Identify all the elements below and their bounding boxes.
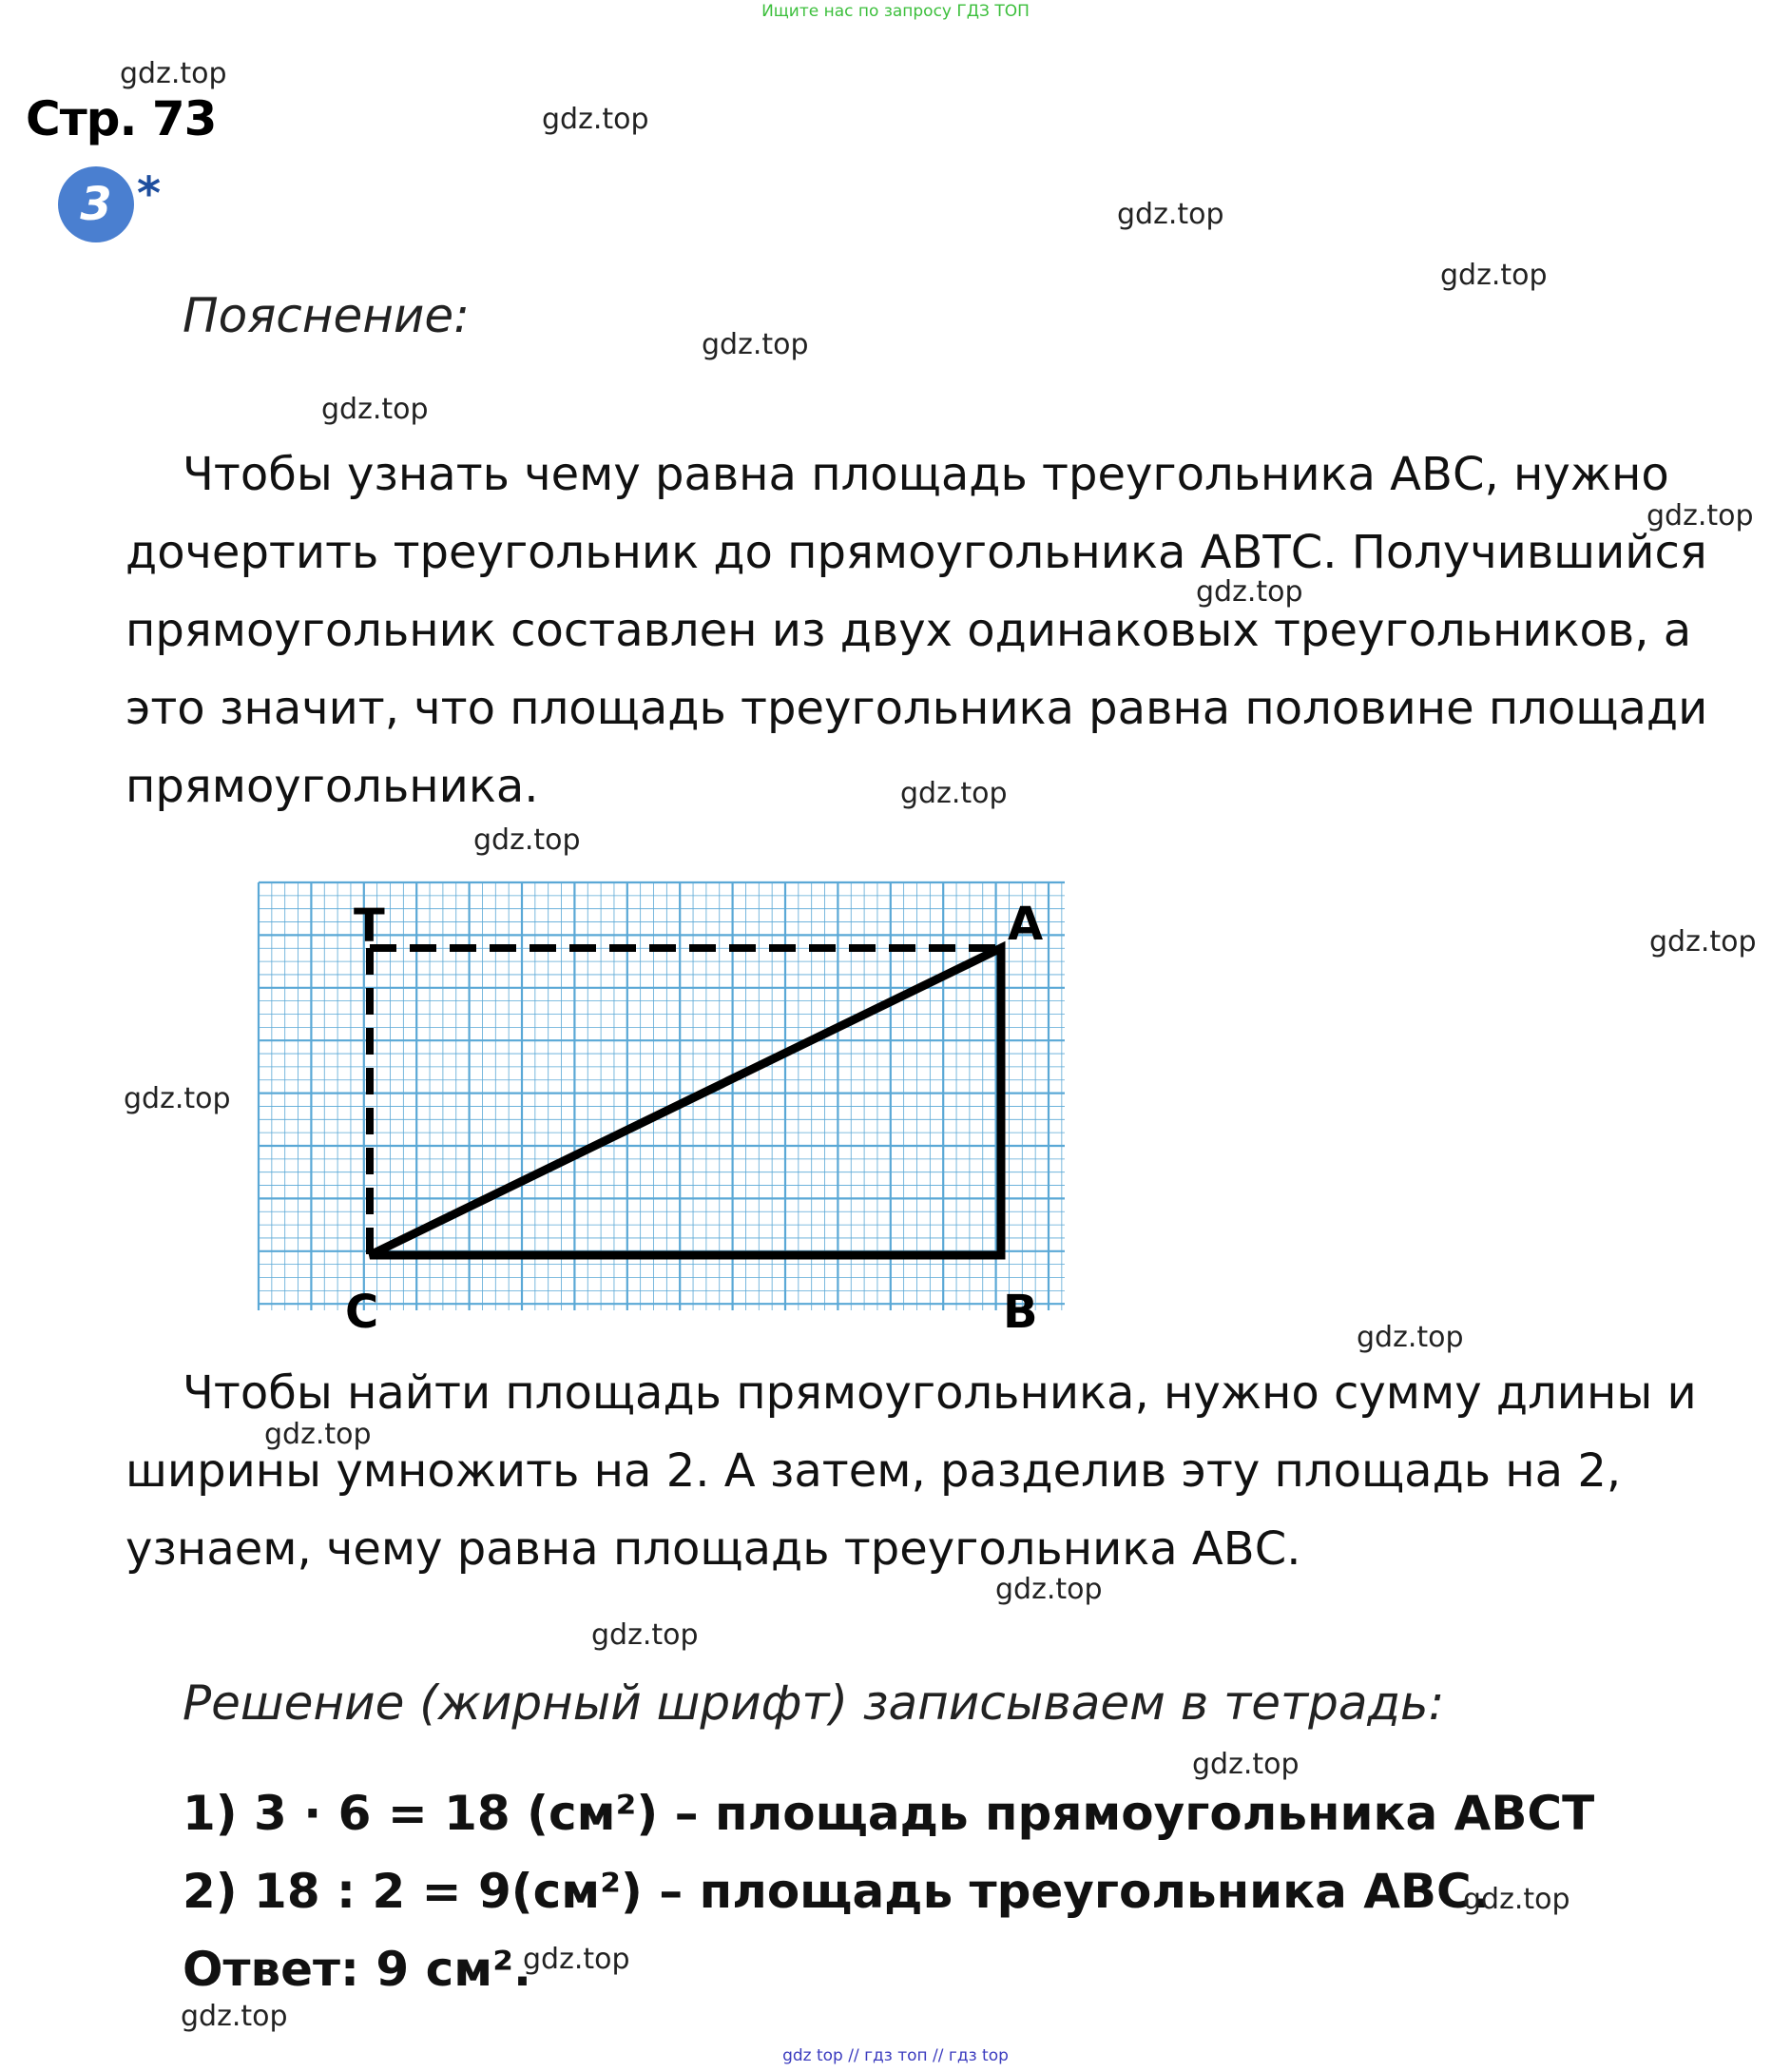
triangle-on-grid-figure (247, 873, 1084, 1329)
exercise-star-mark: * (137, 167, 162, 221)
watermark: gdz.top (321, 393, 429, 426)
watermark: gdz.top (1117, 198, 1224, 231)
paragraph-line: дочертить треугольник до прямоугольника АВТС. Получившийся (125, 526, 1707, 579)
watermark: gdz.top (1463, 1883, 1570, 1916)
top-banner: Ищите нас по запросу ГДЗ ТОП (761, 2, 1030, 21)
paragraph-line: Чтобы узнать чему равна площадь треугольника АВС, нужно (183, 448, 1669, 501)
watermark: gdz.top (995, 1573, 1103, 1606)
solution-heading: Решение (жирный шрифт) записываем в тетрадь: (183, 1675, 1445, 1731)
watermark: gdz.top (1649, 925, 1757, 959)
watermark: gdz.top (523, 1943, 630, 1976)
solution-step-2: 2) 18 : 2 = 9(см²) – площадь треугольника АВС. (183, 1864, 1490, 1919)
watermark: gdz.top (124, 1082, 231, 1115)
answer-line: Ответ: 9 см². (183, 1942, 532, 1997)
watermark: gdz.top (591, 1618, 699, 1652)
paragraph-line: прямоугольник составлен из двух одинаковых треугольников, а (125, 604, 1692, 657)
paragraph-line: прямоугольника. (125, 760, 539, 813)
exercise-number-badge: 3 (58, 166, 134, 242)
watermark: gdz.top (1192, 1748, 1300, 1781)
bottom-banner: gdz top // гдз топ // гдз top (782, 2046, 1009, 2065)
watermark: gdz.top (702, 328, 809, 361)
vertex-label-a: A (1008, 898, 1044, 951)
page-title: Стр. 73 (26, 91, 217, 146)
watermark: gdz.top (264, 1418, 372, 1451)
paragraph-line: ширины умножить на 2. А затем, разделив эту площадь на 2, (125, 1444, 1622, 1498)
watermark: gdz.top (1440, 259, 1548, 292)
vertex-label-c: C (345, 1286, 379, 1329)
watermark: gdz.top (900, 777, 1008, 810)
vertex-label-b: B (1003, 1286, 1038, 1329)
watermark: gdz.top (542, 103, 649, 136)
watermark: gdz.top (120, 57, 227, 90)
paragraph-line: узнаем, чему равна площадь треугольника АВС. (125, 1522, 1301, 1576)
explanation-heading: Пояснение: (183, 288, 471, 343)
vertex-label-t: T (354, 900, 385, 953)
paragraph-line: это значит, что площадь треугольника равна половине площади (125, 682, 1708, 735)
watermark: gdz.top (473, 823, 581, 857)
triangle-abc (370, 948, 1001, 1255)
watermark: gdz.top (1196, 575, 1303, 609)
watermark: gdz.top (1357, 1321, 1464, 1354)
watermark: gdz.top (181, 2000, 288, 2033)
watermark: gdz.top (1647, 499, 1754, 533)
solution-step-1: 1) 3 · 6 = 18 (см²) – площадь прямоугольника АВСТ (183, 1786, 1595, 1841)
paragraph-line: Чтобы найти площадь прямоугольника, нужно сумму длины и (183, 1366, 1697, 1420)
